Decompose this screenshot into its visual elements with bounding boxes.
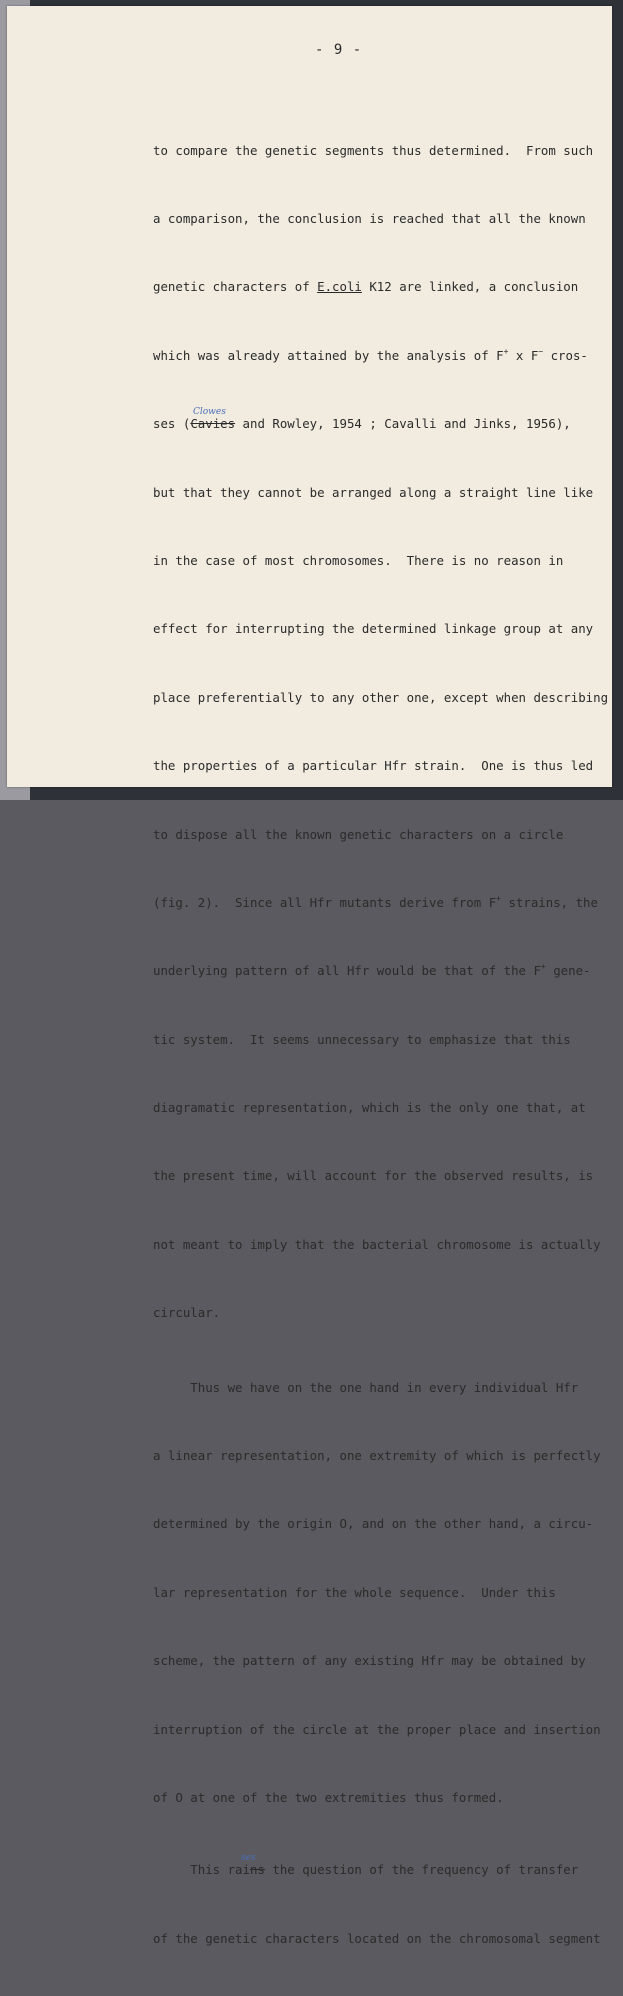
- text-line: not meant to imply that the bacterial chromosome is actually: [153, 1236, 601, 1252]
- text-line: This rains the question of the frequency of transfer ses: [153, 1859, 593, 1882]
- text-line: in the case of most chromosomes. There is no reason in: [153, 552, 564, 568]
- text-line: ses (Cavies and Rowley, 1954 ; Cavalli and Jinks, 1956), Clowes: [153, 413, 593, 436]
- text-line: tic system. It seems unnecessary to emphasize that this: [153, 1031, 571, 1047]
- text-line: but that they cannot be arranged along a straight line like: [153, 484, 594, 500]
- text-line: the properties of a particular Hfr strain. One is thus led: [153, 758, 594, 774]
- text-line: of the genetic characters located on the chromosomal segment: [153, 1930, 601, 1946]
- text-line: circular.: [153, 1305, 221, 1321]
- text-line: a linear representation, one extremity of which is perfectly: [153, 1448, 601, 1464]
- handwritten-correction: ses: [241, 1853, 256, 1864]
- typescript-page: [7, 6, 612, 1946]
- text-line: underlying pattern of all Hfr would be that of the F+ gene-: [153, 962, 591, 979]
- text-line: (fig. 2). Since all Hfr mutants derive from F+ strains, the: [153, 893, 598, 910]
- text-line: effect for interrupting the determined linkage group at any: [153, 621, 594, 637]
- text-line: to compare the genetic segments thus determined. From such: [153, 142, 594, 158]
- body-text: [153, 94, 609, 1996]
- text-line: the present time, will account for the observed results, is: [153, 1168, 594, 1184]
- text-line: diagramatic representation, which is the only one that, at: [153, 1100, 586, 1116]
- text-line: genetic characters of E.coli K12 are linked, a conclusion: [153, 279, 579, 295]
- struck-letters: ns: [249, 1862, 265, 1878]
- text-line: determined by the origin O, and on the other hand, a circu-: [153, 1516, 594, 1532]
- text-line: to dispose all the known genetic characters on a circle: [153, 826, 564, 842]
- text-line: a comparison, the conclusion is reached that all the known: [153, 210, 586, 226]
- struck-word: Cavies: [190, 416, 236, 432]
- text-line: which was already attained by the analysis of F+ x F− cros-: [153, 346, 588, 363]
- text-line: lar representation for the whole sequence. Under this: [153, 1584, 556, 1600]
- text-line: scheme, the pattern of any existing Hfr may be obtained by: [153, 1653, 586, 1669]
- handwritten-correction: Clowes: [193, 407, 226, 418]
- text-line: place preferentially to any other one, except when describing: [153, 689, 609, 705]
- text-line: Thus we have on the one hand in every individual Hfr: [153, 1379, 579, 1395]
- text-line: interruption of the circle at the proper place and insertion: [153, 1721, 601, 1737]
- organism-name: E.coli: [317, 279, 362, 295]
- page-number: - 9 -: [315, 42, 363, 58]
- text-line: of O at one of the two extremities thus formed.: [153, 1789, 504, 1805]
